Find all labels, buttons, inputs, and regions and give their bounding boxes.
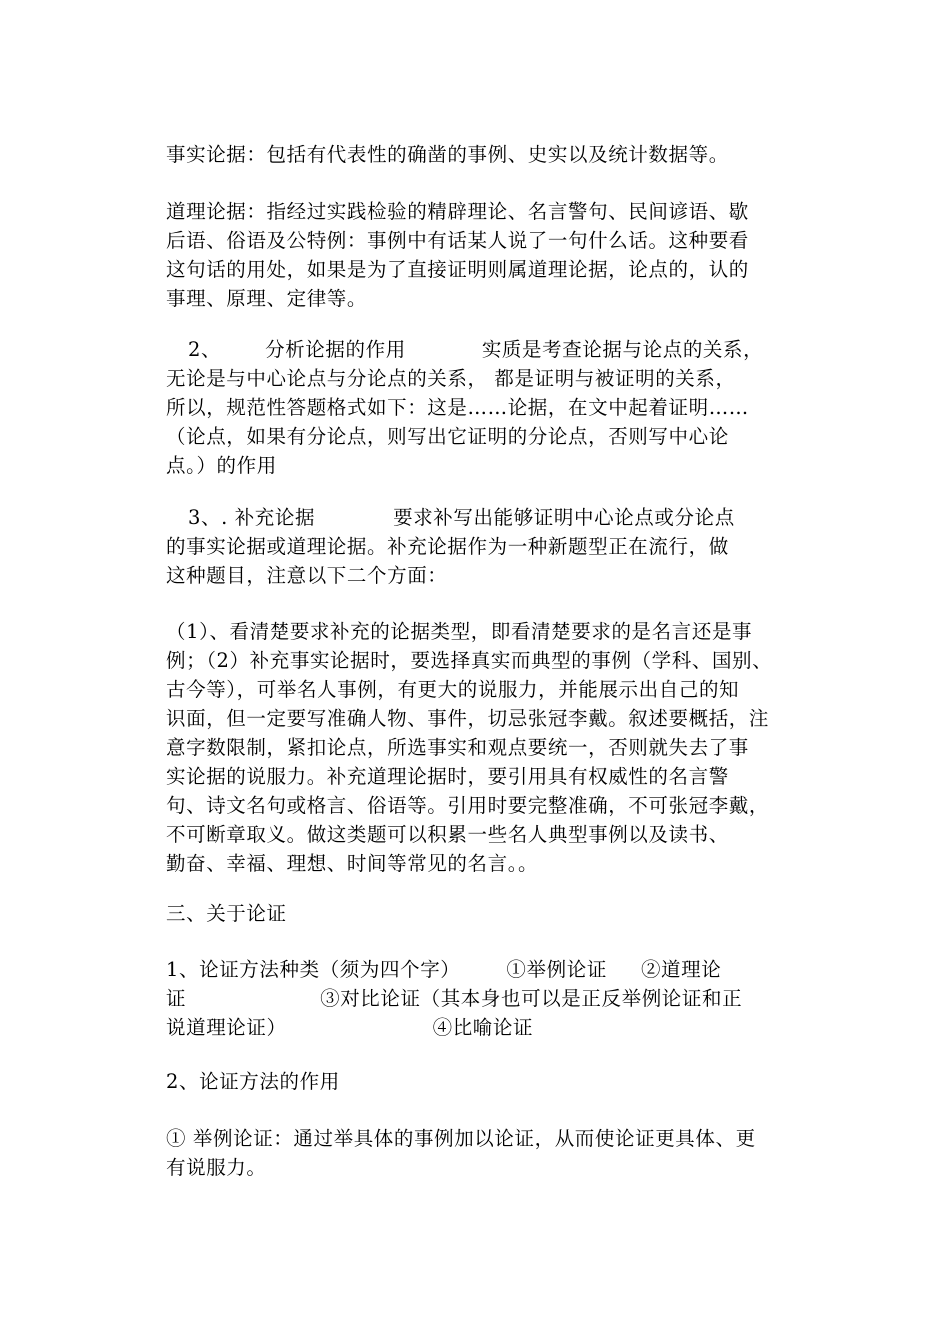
text-line: （1）、看清楚要求补充的论据类型，即看清楚要求的是名言还是事 [166,620,753,643]
reason-evidence-paragraph [166,197,791,313]
text-line: 2、 分析论据的作用 实质是考查论据与论点的关系， [188,338,764,361]
text-line: ① 举例论证：通过举具体的事例加以论证，从而使论证更具体、更 [166,1127,756,1150]
text-line: 事理、原理、定律等。 [166,287,368,310]
text-line [166,955,791,984]
text-line: 古今等），可举名人事例，有更大的说服力，并能展示出自己的知 [166,678,740,701]
text-line: 事实论据：包括有代表性的确凿的事例、史实以及统计数据等。 [166,143,729,166]
text-line: 无论是与中心论点与分论点的关系， 都是证明与被证明的关系， [166,367,736,390]
text-line: 勤奋、幸福、理想、时间等常见的名言。。 [166,852,539,875]
text-line: 这句话的用处，如果是为了直接证明则属道理论据，论点的，认的 [166,258,749,281]
text-line: 这种题目，注意以下二个方面： [166,564,448,587]
text-line: 3、. 补充论据 要求补写出能够证明中心论点或分论点 [188,506,735,529]
methods-label: 1、论证方法种类（须为四个字） [166,958,461,981]
supplement-paragraph [166,503,791,590]
method-analogy: ④比喻论证 [432,1016,534,1039]
text-line: 2、论证方法的作用 [166,1070,340,1093]
section-heading: . 补充论据 [221,506,316,529]
text-line: 例；（2）补充事实论据时，要选择真实而典型的事例（学科、国别、 [166,649,773,672]
text-line: 实论据的说服力。补充道理论据时，要引用具有权威性的名言警 [166,765,729,788]
section-number: 3、 [188,506,222,529]
section-heading: 分析论据的作用 [265,338,406,361]
text-line: 所以，规范性答题格式如下：这是……论据，在文中起着证明…… [166,396,749,419]
supplement-points-paragraph [166,617,791,878]
method-contrast: ③对比论证（其本身也可以是正反举例论证和正 [320,987,743,1010]
text-line: 的事实论据或道理论据。补充论据作为一种新题型正在流行，做 [166,535,729,558]
section-number: 2、 [188,338,222,361]
text-line: 识面，但一定要写准确人物、事件，切忌张冠李戴。叙述要概括，注 [166,707,770,730]
fact-evidence-paragraph [166,140,791,169]
method-reasoning: ②道理论 [640,958,722,981]
text-line: 道理论据：指经过实践检验的精辟理论、名言警句、民间谚语、歇 [166,200,749,223]
section-three-heading [166,899,791,928]
analysis-paragraph [166,335,791,480]
text-line: 点。）的作用 [166,454,277,477]
text-line: 三、关于论证 [166,902,287,925]
example-proof-paragraph [166,1124,791,1182]
text-line: 不可断章取义。做这类题可以积累一些名人典型事例以及读书、 [166,823,729,846]
text-line: （论点，如果有分论点，则写出它证明的分论点，否则写中心论 [166,425,729,448]
text-line: 说道理论证） ④比喻论证 [166,1016,534,1039]
text-line: 后语、俗语及公特例：事例中有话某人说了一句什么话。这种要看 [166,229,749,252]
text-line: 证 ③对比论证（其本身也可以是正反举例论证和正 [166,987,743,1010]
text-line: 句、诗文名句或格言、俗语等。引用时要完整准确，不可张冠李戴， [166,794,770,817]
text-line: 意字数限制，紧扣论点，所选事实和观点要统一，否则就失去了事 [166,736,749,759]
methods-paragraph [166,955,791,1042]
method-example: ①举例论证 [506,958,607,981]
text-line: 有说服力。 [166,1156,267,1179]
method-effects-heading [166,1067,791,1096]
